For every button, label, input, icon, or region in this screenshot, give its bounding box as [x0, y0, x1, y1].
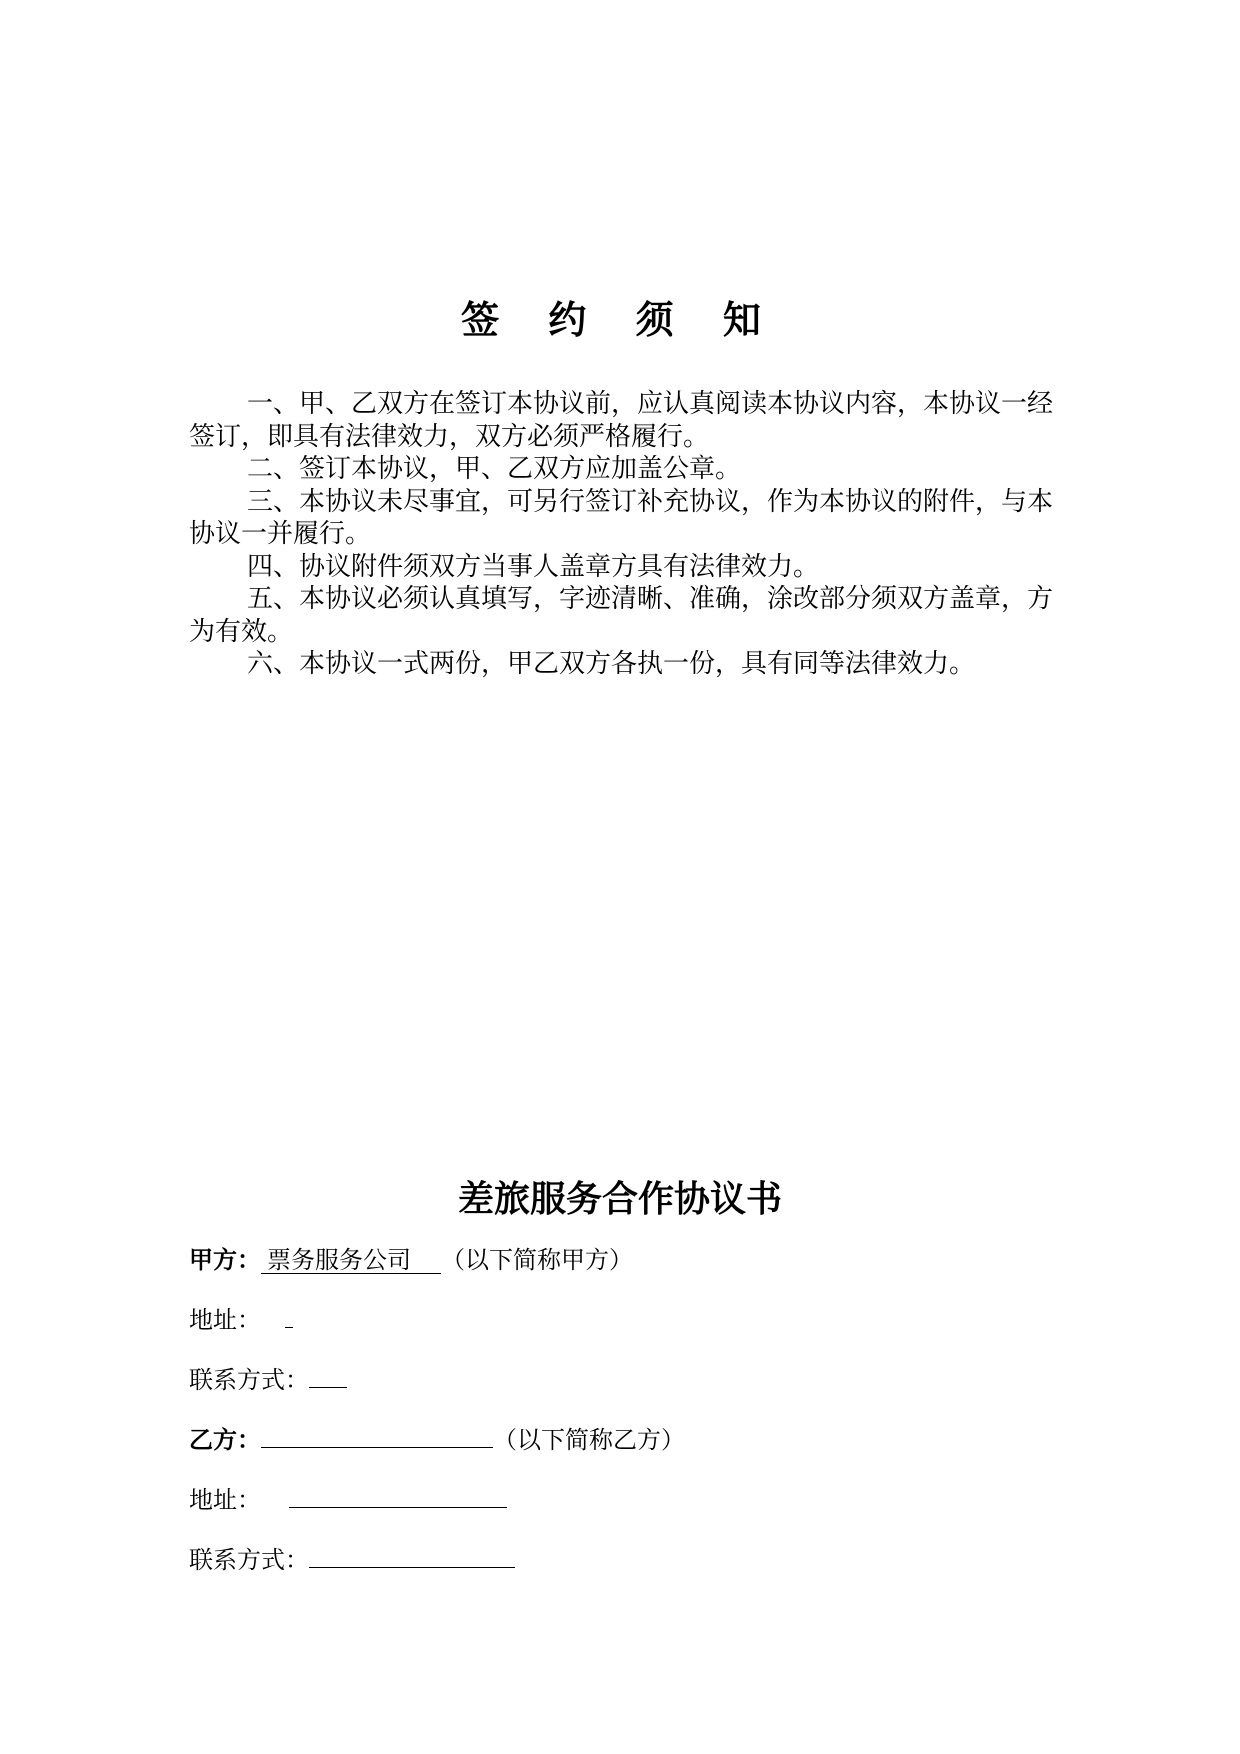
party-a-label: 甲方：	[189, 1246, 261, 1274]
party-a-contact-line	[189, 1364, 347, 1396]
party-a-suffix: （以下简称甲方）	[441, 1246, 633, 1274]
notice-item-1: 一、甲、乙双方在签订本协议前，应认真阅读本协议内容，本协议一经签订，即具有法律效力，双方必须严格履行。	[189, 389, 1054, 452]
party-a-line	[189, 1244, 633, 1276]
notice-item-5: 五、本协议必须认真填写，字迹清晰、准确，涂改部分须双方盖章，方为有效。	[189, 584, 1054, 647]
party-a-name: 票务服务公司	[261, 1247, 441, 1274]
party-b-suffix: （以下简称乙方）	[493, 1426, 685, 1454]
party-b-address-blank	[289, 1485, 507, 1508]
agreement-title: 差旅服务合作协议书	[457, 1179, 782, 1220]
party-b-contact-blank	[309, 1545, 515, 1568]
party-a-address-blank	[285, 1305, 293, 1328]
party-b-contact-label: 联系方式：	[189, 1546, 309, 1574]
notice-item-6: 六、本协议一式两份，甲乙双方各执一份，具有同等法律效力。	[247, 649, 976, 679]
party-b-address-label: 地址：	[189, 1486, 261, 1514]
notice-title: 签 约 须 知	[461, 298, 779, 342]
party-b-label: 乙方：	[189, 1426, 261, 1454]
notice-item-2: 二、签订本协议，甲、乙双方应加盖公章。	[247, 454, 742, 484]
party-b-address-line	[189, 1484, 507, 1516]
notice-item-4: 四、协议附件须双方当事人盖章方具有法律效力。	[247, 551, 820, 582]
party-a-address-line	[189, 1304, 293, 1336]
party-a-contact-blank	[309, 1365, 347, 1388]
party-a-address-label: 地址：	[189, 1306, 261, 1334]
notice-body	[189, 388, 1069, 681]
party-b-contact-line	[189, 1544, 515, 1576]
party-a-contact-label: 联系方式：	[189, 1366, 309, 1394]
notice-item-3: 三、本协议未尽事宜，可另行签订补充协议，作为本协议的附件，与本协议一并履行。	[189, 486, 1054, 549]
party-b-name-blank	[261, 1425, 493, 1448]
party-b-line	[189, 1424, 685, 1456]
